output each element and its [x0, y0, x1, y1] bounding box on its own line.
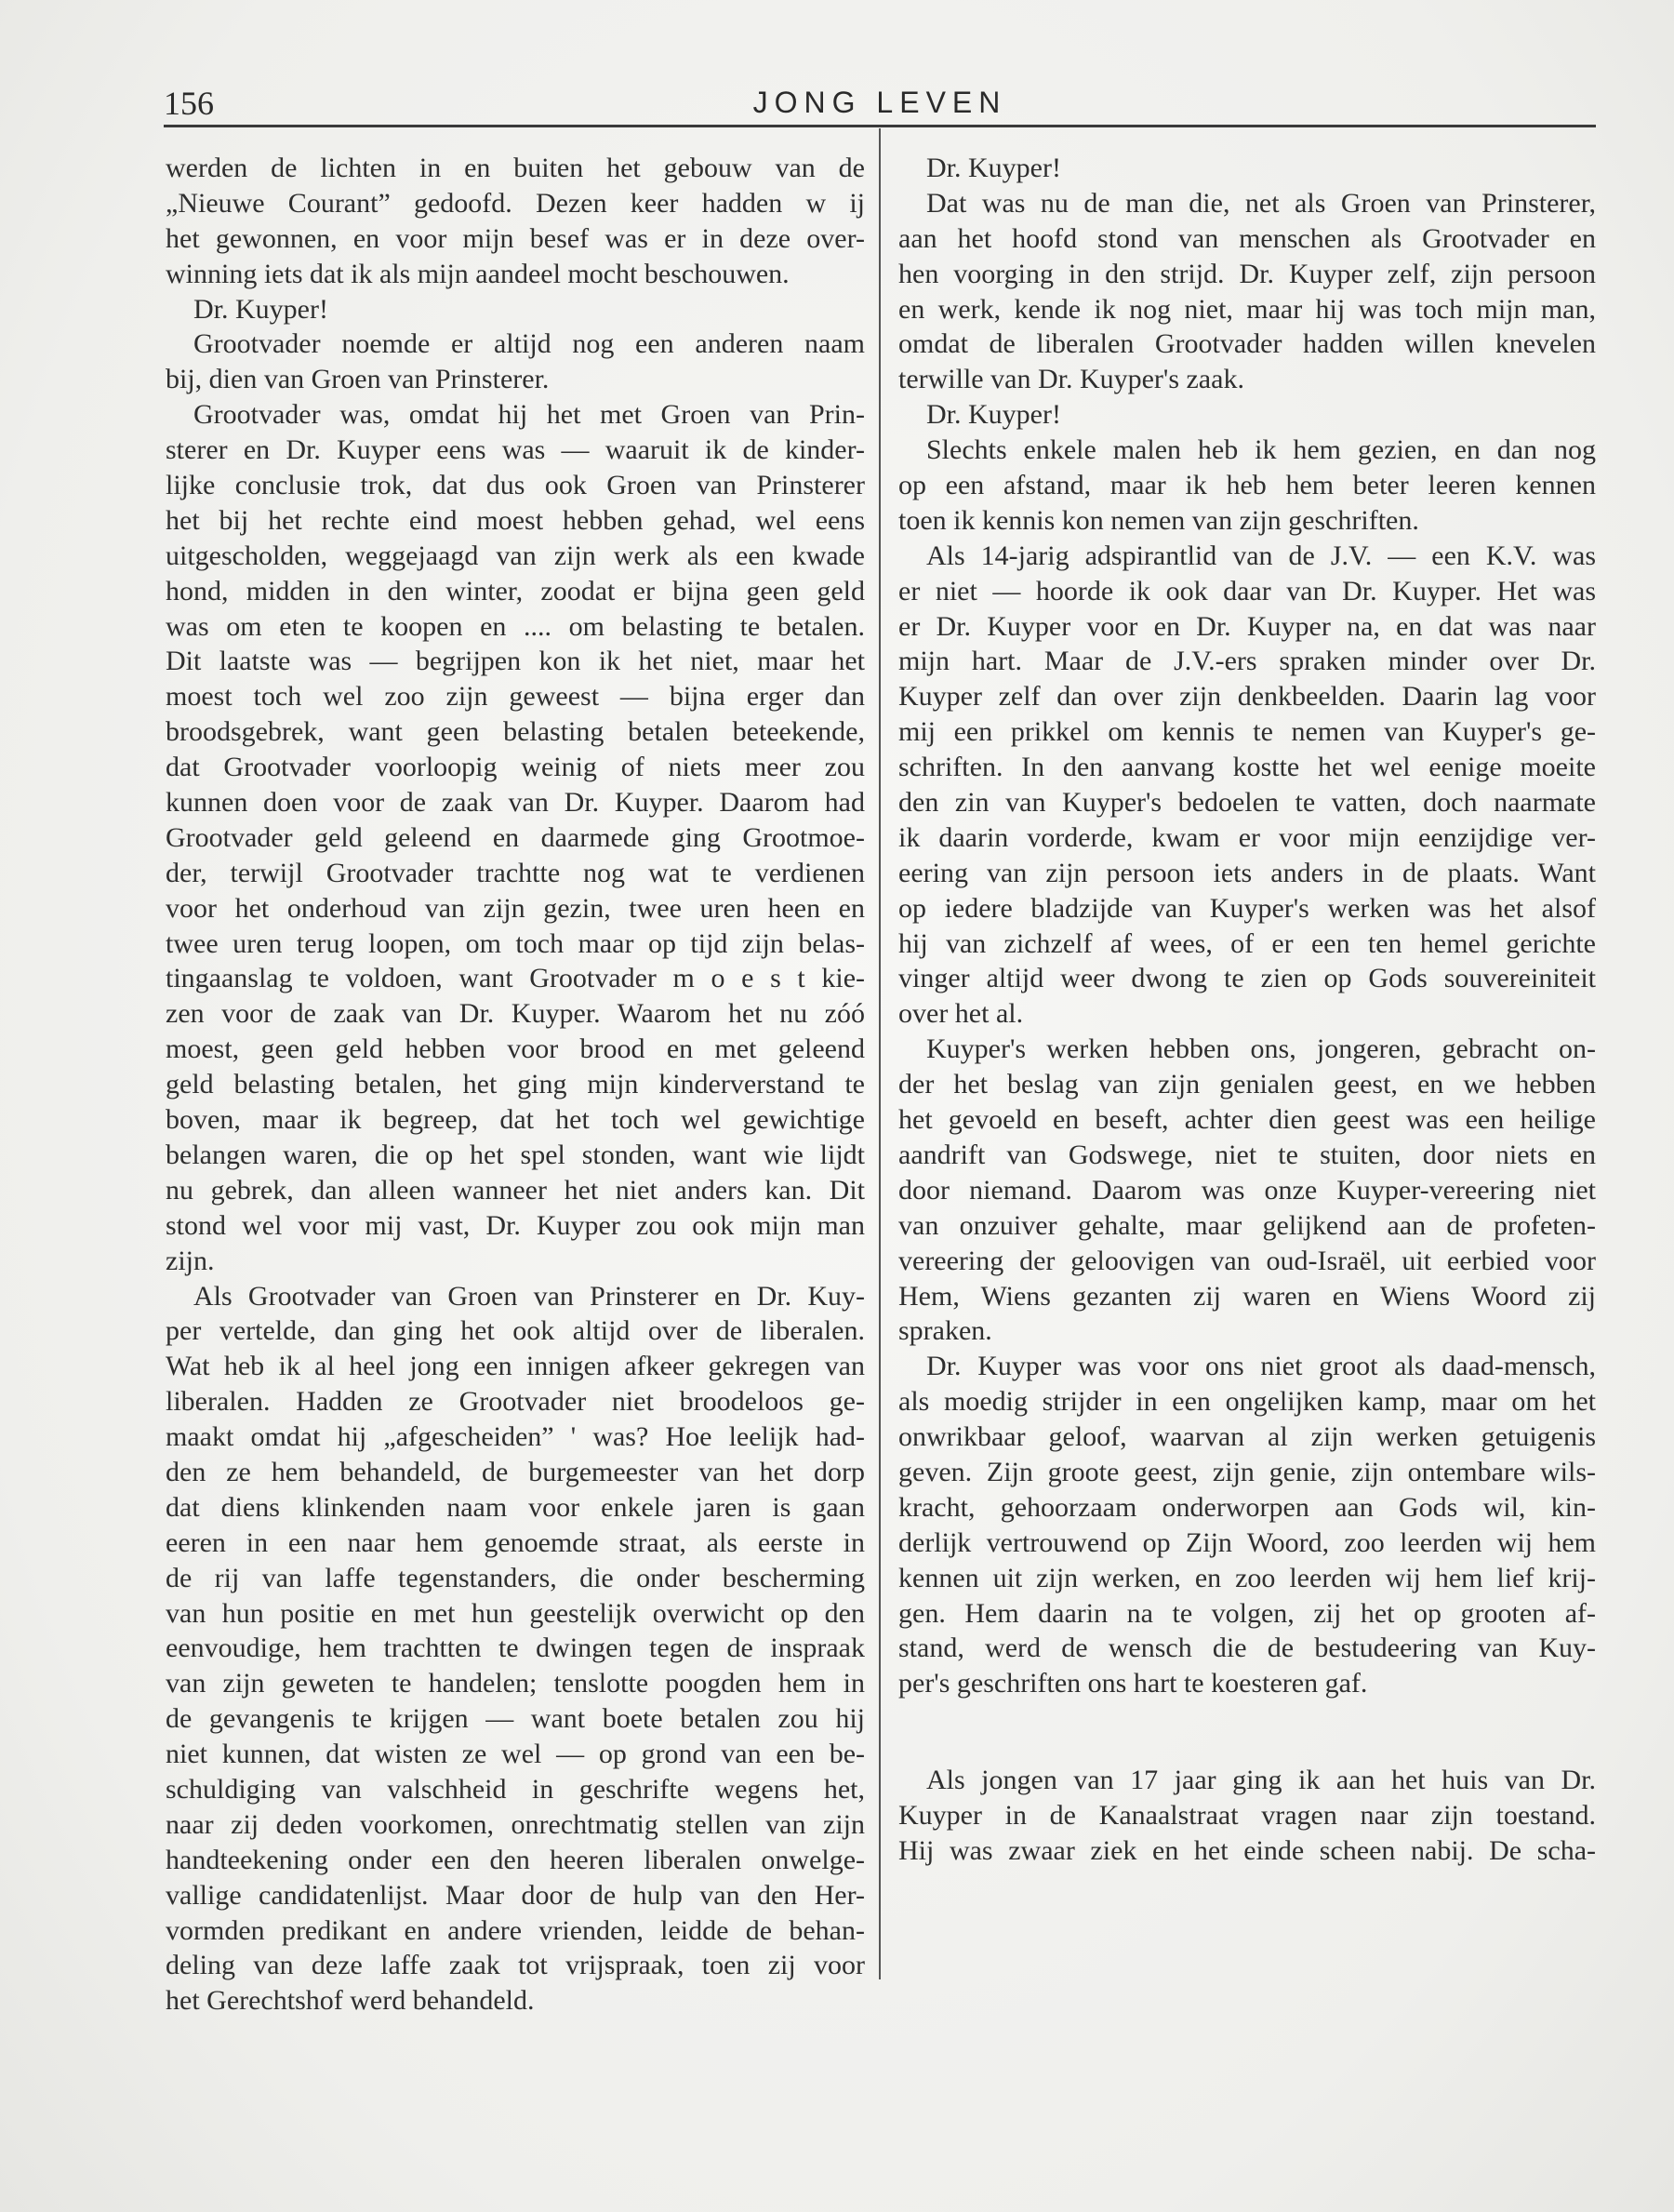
text-line: geld belasting betalen, het ging mijn kinderverstand te — [166, 1069, 865, 1100]
text-line: kunnen doen voor de zaak van Dr. Kuyper. Daarom had — [166, 787, 865, 819]
text-line: hen voorging in den strijd. Dr. Kuyper zelf, zijn persoon — [898, 258, 1596, 289]
text-line: onwrikbaar geloof, waarvan al zijn werken getuigenis — [898, 1421, 1596, 1453]
text-line: Als 14-jarig adspirantlid van de J.V. — een K.V. was — [926, 540, 1596, 571]
text-line: Als Grootvader van Groen van Prinsterer en Dr. Kuy- — [193, 1280, 865, 1312]
text-line: Hij was zwaar ziek en het einde scheen nabij. De scha- — [898, 1834, 1596, 1866]
text-line: als moedig strijder in een ongelijken kamp, maar om het — [898, 1386, 1596, 1418]
text-line: per vertelde, dan ging het ook altijd over de liberalen. — [166, 1315, 865, 1347]
text-line: uitgescholden, weggejaagd van zijn werk als een kwade — [166, 540, 865, 571]
text-line: derlijk vertrouwend op Zijn Woord, zoo leerden wij hem — [898, 1526, 1596, 1558]
text-line: boven, maar ik begreep, dat het toch wel gewichtige — [166, 1104, 865, 1136]
text-line: tingaanslag te voldoen, want Grootvader m o e s t kie- — [166, 963, 865, 994]
text-line: vereering der geloovigen van oud-Israël, uit eerbied voor — [898, 1245, 1596, 1276]
text-line: dat Grootvader voorloopig weinig of niets meer zou — [166, 752, 865, 783]
text-line: het bij het rechte eind moest hebben gehad, wel eens — [166, 504, 865, 536]
text-line: Dr. Kuyper! — [926, 399, 1061, 431]
text-line: vormden predikant en andere vrienden, leidde de behan- — [166, 1914, 865, 1946]
text-line: vinger altijd weer dwong te zien op Gods souvereiniteit — [898, 963, 1596, 994]
text-line: en werk, kende ik nog niet, maar hij was toch mijn man, — [898, 293, 1596, 325]
text-line: stand, werd de wensch die de bestudeering van Kuy- — [898, 1632, 1596, 1664]
text-line: der, terwijl Grootvader trachtte nog wat te verdienen — [166, 857, 865, 888]
text-line: het gevoeld en beseft, achter dien geest was een heilige — [898, 1104, 1596, 1136]
text-line: van onzuiver gehalte, maar gelijkend aan de profeten- — [898, 1209, 1596, 1241]
text-line: hond, midden in den winter, zoodat er bijna geen geld — [166, 575, 865, 606]
text-line: de gevangenis te krijgen — want boete betalen zou hij — [166, 1703, 865, 1735]
text-line: stond wel voor mij vast, Dr. Kuyper zou ook mijn man — [166, 1209, 865, 1241]
text-line: van zijn geweten te handelen; tenslotte poogden hem in — [166, 1668, 865, 1699]
text-line: per's geschriften ons hart te koesteren gaf. — [898, 1668, 1368, 1699]
text-line: Dat was nu de man die, net als Groen van Prinsterer, — [926, 187, 1596, 219]
text-line: er niet — hoorde ik ook daar van Dr. Kuyper. Het was — [898, 575, 1596, 606]
text-line: twee uren terug loopen, om toch maar op tijd zijn belas- — [166, 927, 865, 959]
text-line: geven. Zijn groote geest, zijn genie, zijn ontembare wils- — [898, 1456, 1596, 1487]
text-line: Grootvader was, omdat hij het met Groen van Prin- — [193, 399, 865, 431]
text-line: Dit laatste was — begrijpen kon ik het niet, maar het — [166, 646, 865, 677]
text-line: Als jongen van 17 jaar ging ik aan het huis van Dr. — [926, 1765, 1596, 1796]
text-line: der het beslag van zijn genialen geest, en we hebben — [898, 1069, 1596, 1100]
text-line: moest, geen geld hebben voor brood en met geleend — [166, 1033, 865, 1065]
text-line: eering van zijn persoon iets anders in de plaats. Want — [898, 857, 1596, 888]
text-line: kennen uit zijn werken, en zoo leerden wij hem lief krij- — [898, 1562, 1596, 1593]
text-line: er Dr. Kuyper voor en Dr. Kuyper na, en dat was naar — [898, 610, 1596, 642]
text-line: terwille van Dr. Kuyper's zaak. — [898, 364, 1244, 395]
text-line: liberalen. Hadden ze Grootvader niet broodeloos ge- — [166, 1386, 865, 1418]
header-rule — [164, 125, 1596, 127]
text-line: bij, dien van Groen van Prinsterer. — [166, 364, 550, 395]
text-line: ik daarin vorderde, kwam er voor mijn eenzijdige ver- — [898, 821, 1596, 853]
text-line: gen. Hem daarin na te volgen, zij het op grooten af- — [898, 1597, 1596, 1629]
text-line: handteekening onder een den heeren liberalen onwelge- — [166, 1844, 865, 1875]
text-line: Dr. Kuyper! — [193, 293, 328, 325]
text-line: van hun positie en met hun geestelijk overwicht op den — [166, 1597, 865, 1629]
left-column — [166, 151, 865, 2019]
text-line: den zin van Kuyper's bedoelen te vatten, doch naarmate — [898, 787, 1596, 819]
text-line: mijn hart. Maar de J.V.-ers spraken minder over Dr. — [898, 646, 1596, 677]
text-line: Kuyper in de Kanaalstraat vragen naar zijn toestand. — [898, 1800, 1596, 1832]
text-line: Wat heb ik al heel jong een innigen afkeer gekregen van — [166, 1351, 865, 1382]
page-number: 156 — [164, 85, 214, 122]
text-line: Grootvader noemde er altijd nog een anderen naam — [193, 328, 865, 360]
section-gap — [898, 1701, 1596, 1763]
text-line: den ze hem behandeld, de burgemeester van het dorp — [166, 1456, 865, 1487]
text-line: voor het onderhoud van zijn gezin, twee uren heen en — [166, 892, 865, 924]
text-line: kracht, gehoorzaam onderworpen aan Gods wil, kin- — [898, 1491, 1596, 1523]
text-line: over het al. — [898, 998, 1024, 1030]
text-line: deling van deze laffe zaak tot vrijspraak, toen zij voor — [166, 1950, 865, 1981]
text-line: lijke conclusie trok, dat dus ook Groen van Prinsterer — [166, 470, 865, 501]
text-line: mij een prikkel om kennis te nemen van Kuyper's ge- — [898, 716, 1596, 748]
text-line: zijn. — [166, 1245, 215, 1276]
text-line: werden de lichten in en buiten het gebouw van de — [166, 153, 865, 183]
text-line: broodsgebrek, want geen belasting betalen beteekende, — [166, 716, 865, 748]
text-line: belangen waren, die op het spel stonden, want wie lijdt — [166, 1139, 865, 1170]
text-line: moest toch wel zoo zijn geweest — bijna erger dan — [166, 681, 865, 713]
text-line: winning iets dat ik als mijn aandeel mocht beschouwen. — [166, 258, 790, 289]
text-line: vallige candidatenlijst. Maar door de hulp van den Her- — [166, 1879, 865, 1911]
text-line: niet kunnen, dat wisten ze wel — op grond van een be- — [166, 1739, 865, 1770]
text-line: schuldiging van valschheid in geschrifte wegens het, — [166, 1773, 865, 1805]
running-title: JONG LEVEN — [752, 86, 1007, 119]
column-divider — [879, 128, 881, 1979]
text-line: toen ik kennis kon nemen van zijn geschriften. — [898, 504, 1419, 536]
text-line: was om eten te koopen en .... om belasting te betalen. — [166, 610, 865, 642]
right-column — [898, 151, 1596, 1869]
text-line: naar zij deden voorkomen, onrechtmatig stellen van zijn — [166, 1808, 865, 1840]
text-line: spraken. — [898, 1315, 992, 1347]
text-line: aan het hoofd stond van menschen als Grootvader en — [898, 222, 1596, 254]
text-line: Slechts enkele malen heb ik hem gezien, en dan nog — [926, 434, 1596, 466]
text-line: dat diens klinkenden naam voor enkele jaren is gaan — [166, 1491, 865, 1523]
text-line: zen voor de zaak van Dr. Kuyper. Waarom het nu zóó — [166, 998, 865, 1030]
text-line: Hem, Wiens gezanten zij waren en Wiens Woord zij — [898, 1280, 1596, 1312]
text-line: op iedere bladzijde van Kuyper's werken was het alsof — [898, 892, 1596, 924]
text-line: de rij van laffe tegenstanders, die onder bescherming — [166, 1562, 865, 1593]
text-line: hij van zichzelf af wees, of er een ten hemel gerichte — [898, 927, 1596, 959]
text-line: nu gebrek, dan alleen wanneer het niet anders kan. Dit — [166, 1174, 865, 1206]
text-line: het Gerechtshof werd behandeld. — [166, 1985, 535, 2017]
text-line: Dr. Kuyper! — [926, 153, 1061, 183]
text-line: eenvoudige, hem trachtten te dwingen tegen de inspraak — [166, 1632, 865, 1664]
text-line: Kuyper zelf dan over zijn denkbeelden. Daarin lag voor — [898, 681, 1596, 713]
text-line: maakt omdat hij „afgescheiden” ' was? Hoe leelijk had- — [166, 1421, 865, 1453]
text-line: eeren in een naar hem genoemde straat, als eerste in — [166, 1526, 865, 1558]
text-line: Grootvader geld geleend en daarmede ging Grootmoe- — [166, 821, 865, 853]
text-line: aandrift van Godswege, niet te stuiten, door niets en — [898, 1139, 1596, 1170]
text-line: Dr. Kuyper was voor ons niet groot als daad-mensch, — [926, 1351, 1596, 1382]
text-line: sterer en Dr. Kuyper eens was — waaruit ik de kinder- — [166, 434, 865, 466]
text-line: door niemand. Daarom was onze Kuyper-vereering niet — [898, 1174, 1596, 1206]
page-header — [164, 80, 1596, 125]
text-line: schriften. In den aanvang kostte het wel eenige moeite — [898, 752, 1596, 783]
text-line: op een afstand, maar ik heb hem beter leeren kennen — [898, 470, 1596, 501]
text-line: „Nieuwe Courant” gedoofd. Dezen keer hadden w ij — [166, 187, 865, 219]
text-line: het gewonnen, en voor mijn besef was er in deze over- — [166, 222, 865, 254]
text-line: Kuyper's werken hebben ons, jongeren, gebracht on- — [926, 1033, 1596, 1065]
text-line: omdat de liberalen Grootvader hadden willen knevelen — [898, 328, 1596, 360]
